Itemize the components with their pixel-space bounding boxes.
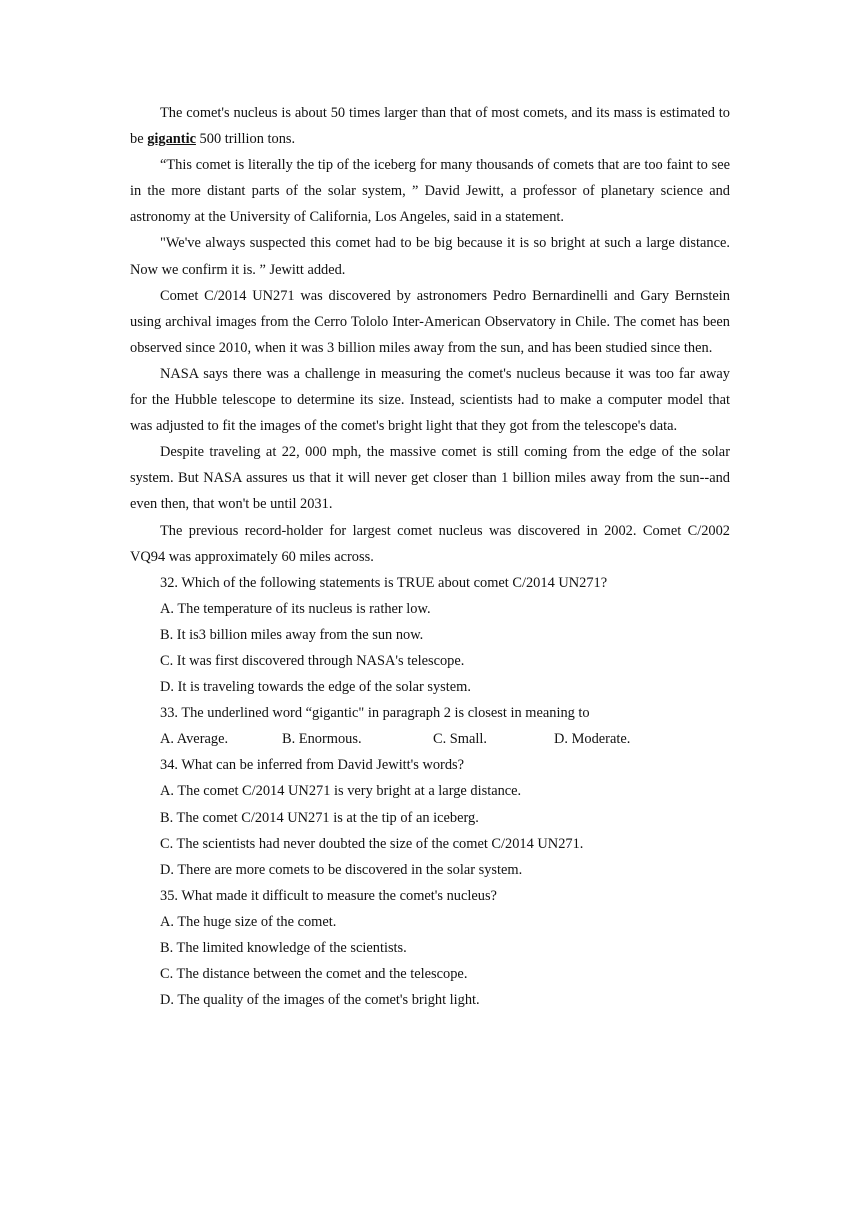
question-32-option-b: B. It is3 billion miles away from the sun now. <box>160 626 424 643</box>
question-34-option-c: C. The scientists had never doubted the size of the comet C/2014 UN271. <box>160 835 584 852</box>
question-33-option-d: D. Moderate. <box>554 731 631 748</box>
question-33-option-c: C. Small. <box>433 731 487 748</box>
paragraph-4: Comet C/2014 UN271 was discovered by astronomers Pedro Bernardinelli and Gary Bernstein using archival images from the Cerro Tololo Inter-American Observatory in Chile. The comet has been observed since 2010, when it was 3 billion miles away from the sun, and has been studied since then. <box>130 287 730 356</box>
question-32-option-c: C. It was first discovered through NASA's telescope. <box>160 652 465 669</box>
question-34-stem: 34. What can be inferred from David Jewitt's words? <box>160 757 465 774</box>
keyword-gigantic: gigantic <box>147 131 196 148</box>
paragraph-1-text-start: The comet's nucleus is about 50 times larger than that of most comets, and its mass is estimated to be <box>130 105 730 148</box>
question-33-option-a: A. Average. <box>160 731 229 748</box>
paragraph-1 <box>130 100 730 152</box>
question-33-options <box>130 726 730 752</box>
paragraph-6: Despite traveling at 22, 000 mph, the massive comet is still coming from the edge of the solar system. But NASA assures us that it will never get closer than 1 billion miles away from the sun--and even then, that won't be until 2031. <box>130 444 730 513</box>
question-34-option-a: A. The comet C/2014 UN271 is very bright at a large distance. <box>160 783 522 800</box>
paragraph-1-text-end: 500 trillion tons. <box>195 131 296 148</box>
question-32-option-d: D. It is traveling towards the edge of the solar system. <box>160 679 471 696</box>
paragraph-3: "We've always suspected this comet had to be big because it is so bright at such a large distance. Now we confirm it is. ” Jewitt added. <box>130 235 730 278</box>
question-35-option-c: C. The distance between the comet and the telescope. <box>160 966 468 983</box>
question-33-option-b: B. Enormous. <box>282 731 362 748</box>
question-35-option-d: D. The quality of the images of the comet's bright light. <box>160 992 480 1009</box>
question-32-stem: 32. Which of the following statements is TRUE about comet C/2014 UN271? <box>160 574 608 591</box>
question-34-option-d: D. There are more comets to be discovered in the solar system. <box>160 861 523 878</box>
question-34-option-b: B. The comet C/2014 UN271 is at the tip of an iceberg. <box>160 809 479 826</box>
document-page <box>130 100 730 1013</box>
question-33-stem: 33. The underlined word “gigantic" in paragraph 2 is closest in meaning to <box>160 705 590 722</box>
question-35-stem: 35. What made it difficult to measure the comet's nucleus? <box>160 887 497 904</box>
question-35-option-b: B. The limited knowledge of the scientists. <box>160 940 407 956</box>
paragraph-7: The previous record-holder for largest comet nucleus was discovered in 2002. Comet C/2002 VQ94 was approximately 60 miles across. <box>130 522 730 565</box>
paragraph-5: NASA says there was a challenge in measuring the comet's nucleus because it was too far away for the Hubble telescope to determine its size. Instead, scientists had to make a computer model that was adjusted to fit the images of the comet's bright light that they got from the telescope's data. <box>130 365 730 435</box>
question-32-option-a: A. The temperature of its nucleus is rather low. <box>160 600 431 617</box>
question-35-option-a: A. The huge size of the comet. <box>160 913 337 930</box>
paragraph-2: “This comet is literally the tip of the iceberg for many thousands of comets that are too faint to see in the more distant parts of the solar system, ” David Jewitt, a professor of planetary science and astronomy at the University of California, Los Angeles, said in a statement. <box>130 157 730 226</box>
